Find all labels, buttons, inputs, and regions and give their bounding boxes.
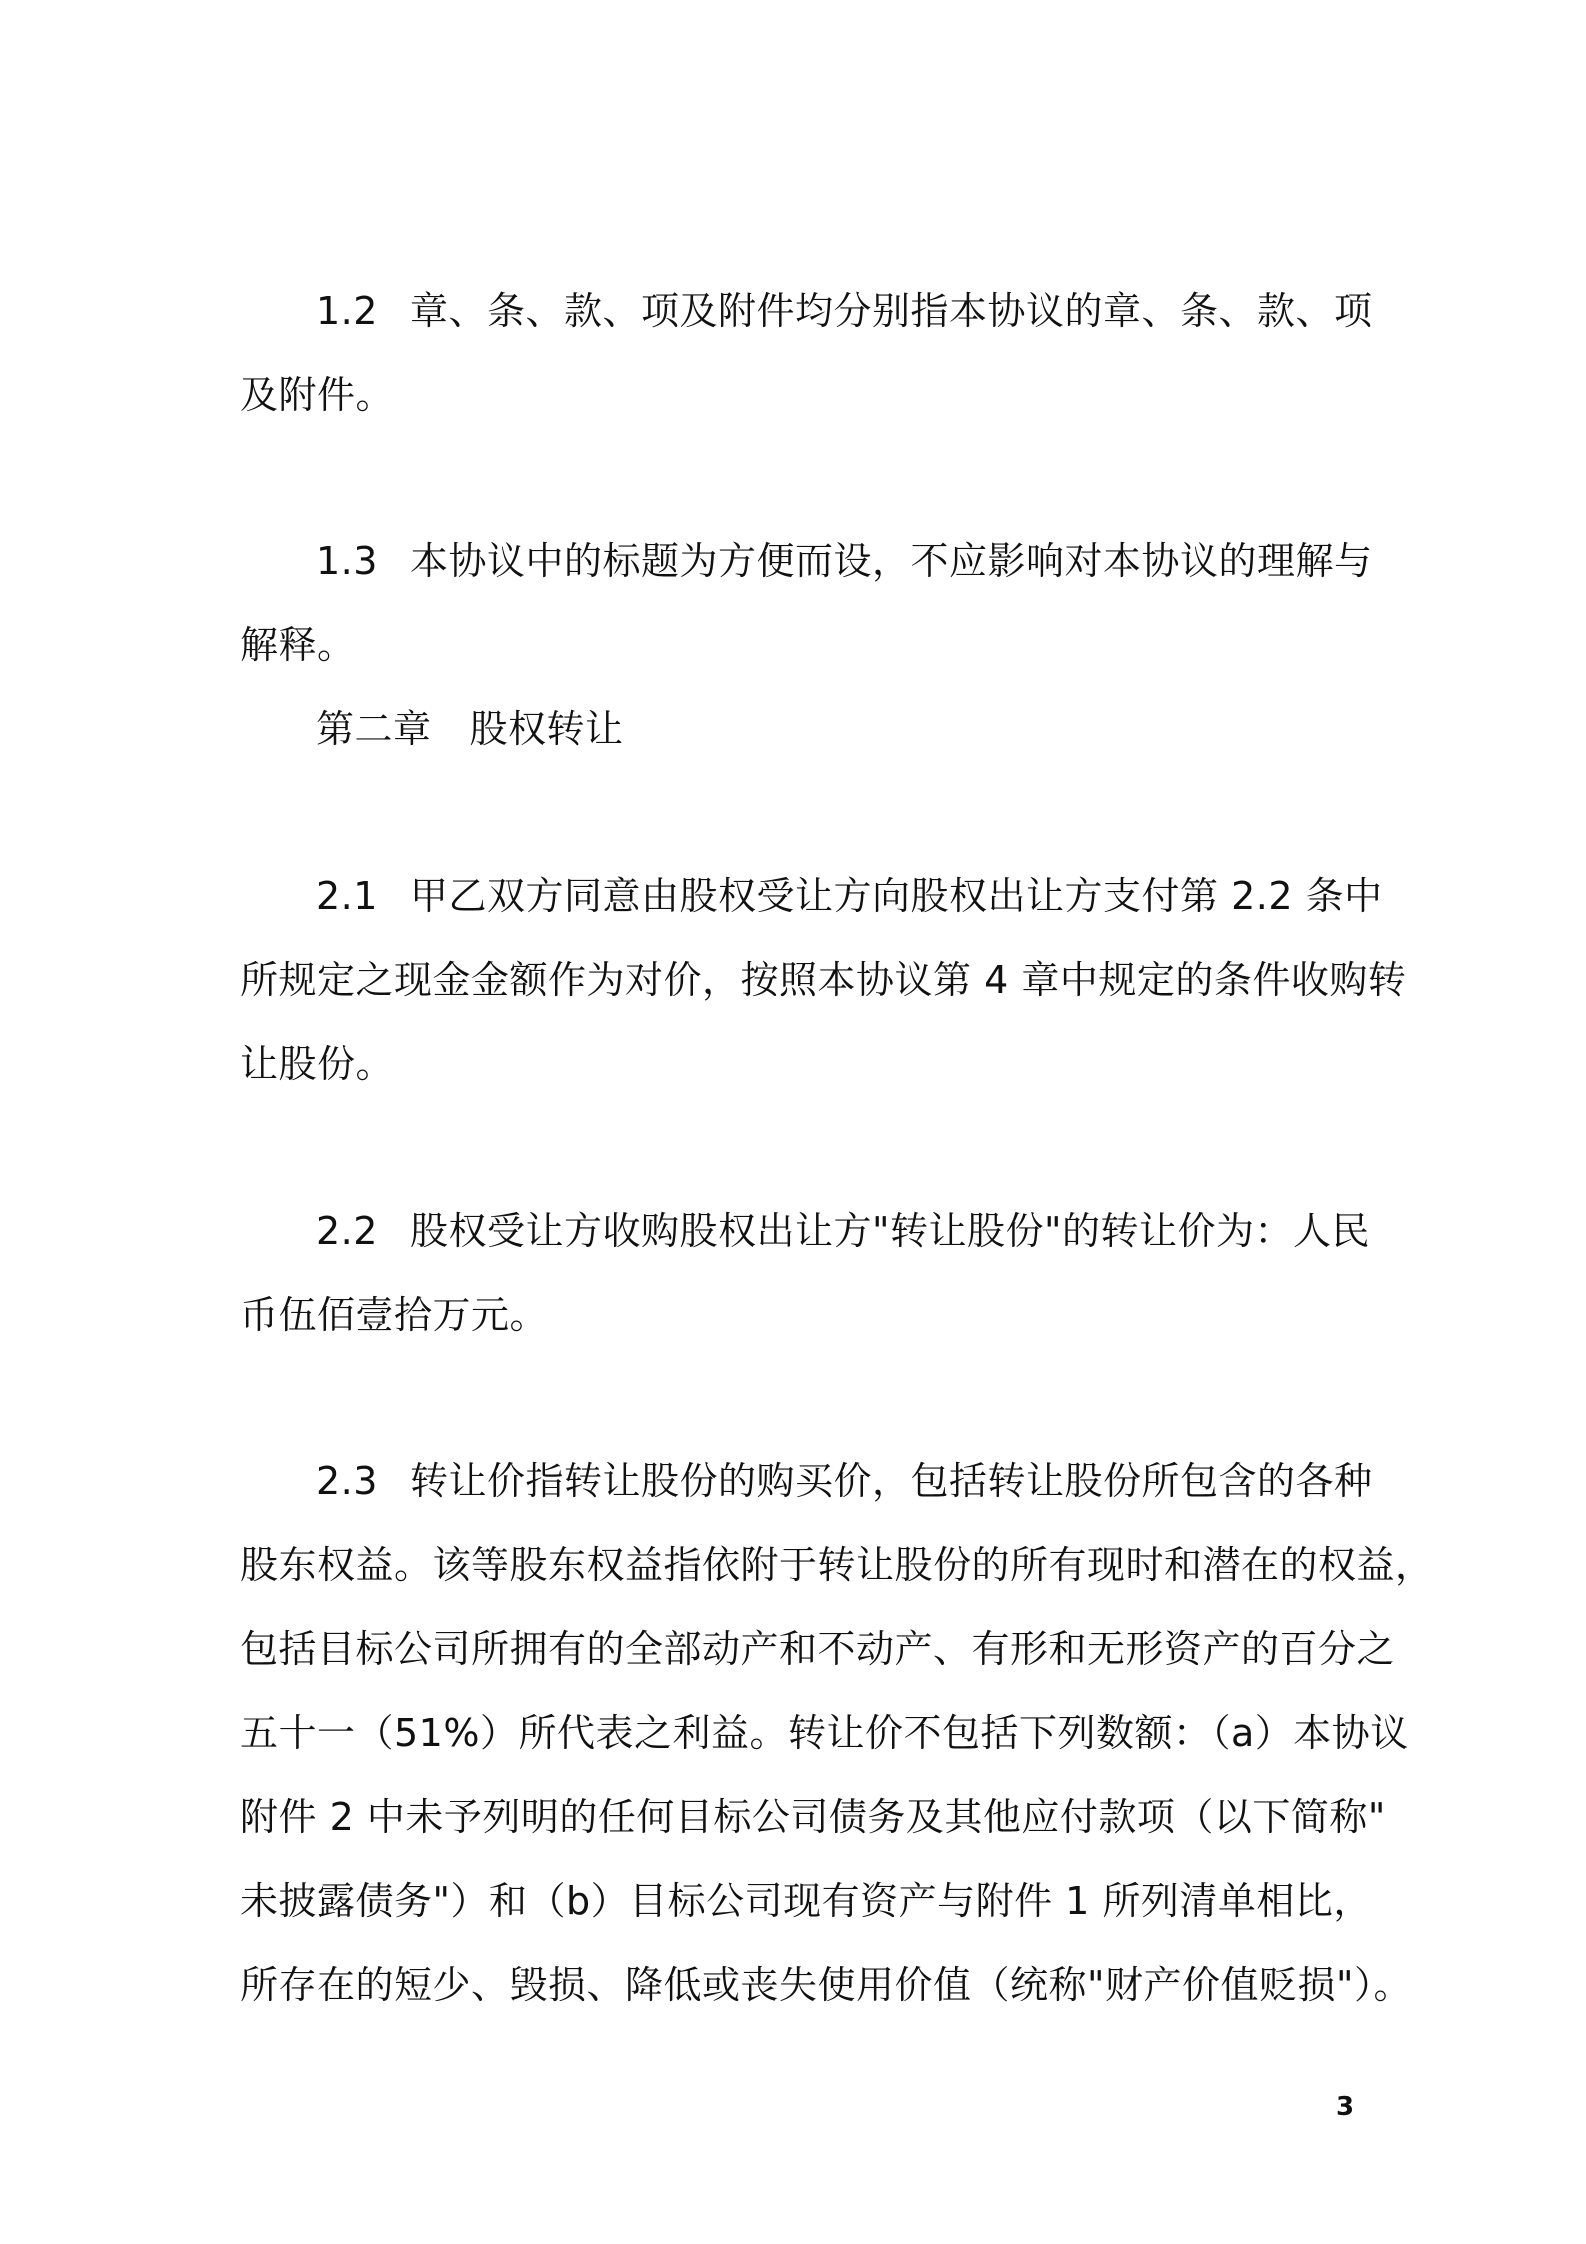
paragraph-2-3-line-6: 未披露债务"）和（b）目标公司现有资产与附件 1 所列清单相比，	[240, 1879, 1372, 1923]
paragraph-text: 甲乙双方同意由股权受让方向股权出让方支付第 2.2 条中	[410, 874, 1383, 918]
paragraph-2-2-line-1	[316, 1206, 1436, 1256]
paragraph-2-3-line-4: 五十一（51%）所代表之利益。转让价不包括下列数额：（a）本协议	[240, 1711, 1409, 1755]
clause-number: 2.2	[316, 1209, 378, 1253]
paragraph-text: 转让价指转让股份的购买价，包括转让股份所包含的各种	[410, 1459, 1373, 1503]
paragraph-text: 股权受让方收购股权出让方"转让股份"的转让价为：人民	[410, 1209, 1370, 1253]
paragraph-1-2-line-2: 及附件。	[240, 373, 395, 417]
chapter-label: 第二章	[316, 707, 432, 751]
page-number: 3	[1336, 2092, 1355, 2122]
paragraph-2-3-line-7: 所存在的短少、毁损、降低或丧失使用价值（统称"财产价值贬损"）。	[240, 1963, 1412, 2007]
paragraph-1-2-line-1	[316, 286, 1436, 336]
paragraph-text: 章、条、款、项及附件均分别指本协议的章、条、款、项	[410, 289, 1373, 333]
paragraph-2-1-line-1	[316, 871, 1436, 921]
paragraph-2-1-line-2: 所规定之现金金额作为对价，按照本协议第 4 章中规定的条件收购转	[240, 958, 1407, 1002]
paragraph-2-3-line-1	[316, 1456, 1436, 1506]
paragraph-2-2-line-2: 币伍佰壹拾万元。	[240, 1293, 549, 1337]
clause-number: 1.3	[316, 539, 378, 583]
paragraph-text: 本协议中的标题为方便而设，不应影响对本协议的理解与	[410, 539, 1373, 583]
chapter-title: 股权转让	[469, 707, 624, 751]
paragraph-2-3-line-3: 包括目标公司所拥有的全部动产和不动产、有形和无形资产的百分之	[240, 1627, 1396, 1671]
paragraph-2-3-line-5: 附件 2 中未予列明的任何目标公司债务及其他应付款项（以下简称"	[240, 1795, 1386, 1839]
paragraph-1-3-line-1	[316, 536, 1436, 586]
clause-number: 1.2	[316, 289, 378, 333]
clause-number: 2.1	[316, 874, 378, 918]
paragraph-1-3-line-2: 解释。	[240, 623, 356, 667]
clause-number: 2.3	[316, 1459, 378, 1503]
paragraph-2-1-line-3: 让股份。	[240, 1042, 395, 1086]
paragraph-2-3-line-2: 股东权益。该等股东权益指依附于转让股份的所有现时和潜在的权益，	[240, 1543, 1434, 1587]
chapter-heading	[316, 704, 1436, 754]
